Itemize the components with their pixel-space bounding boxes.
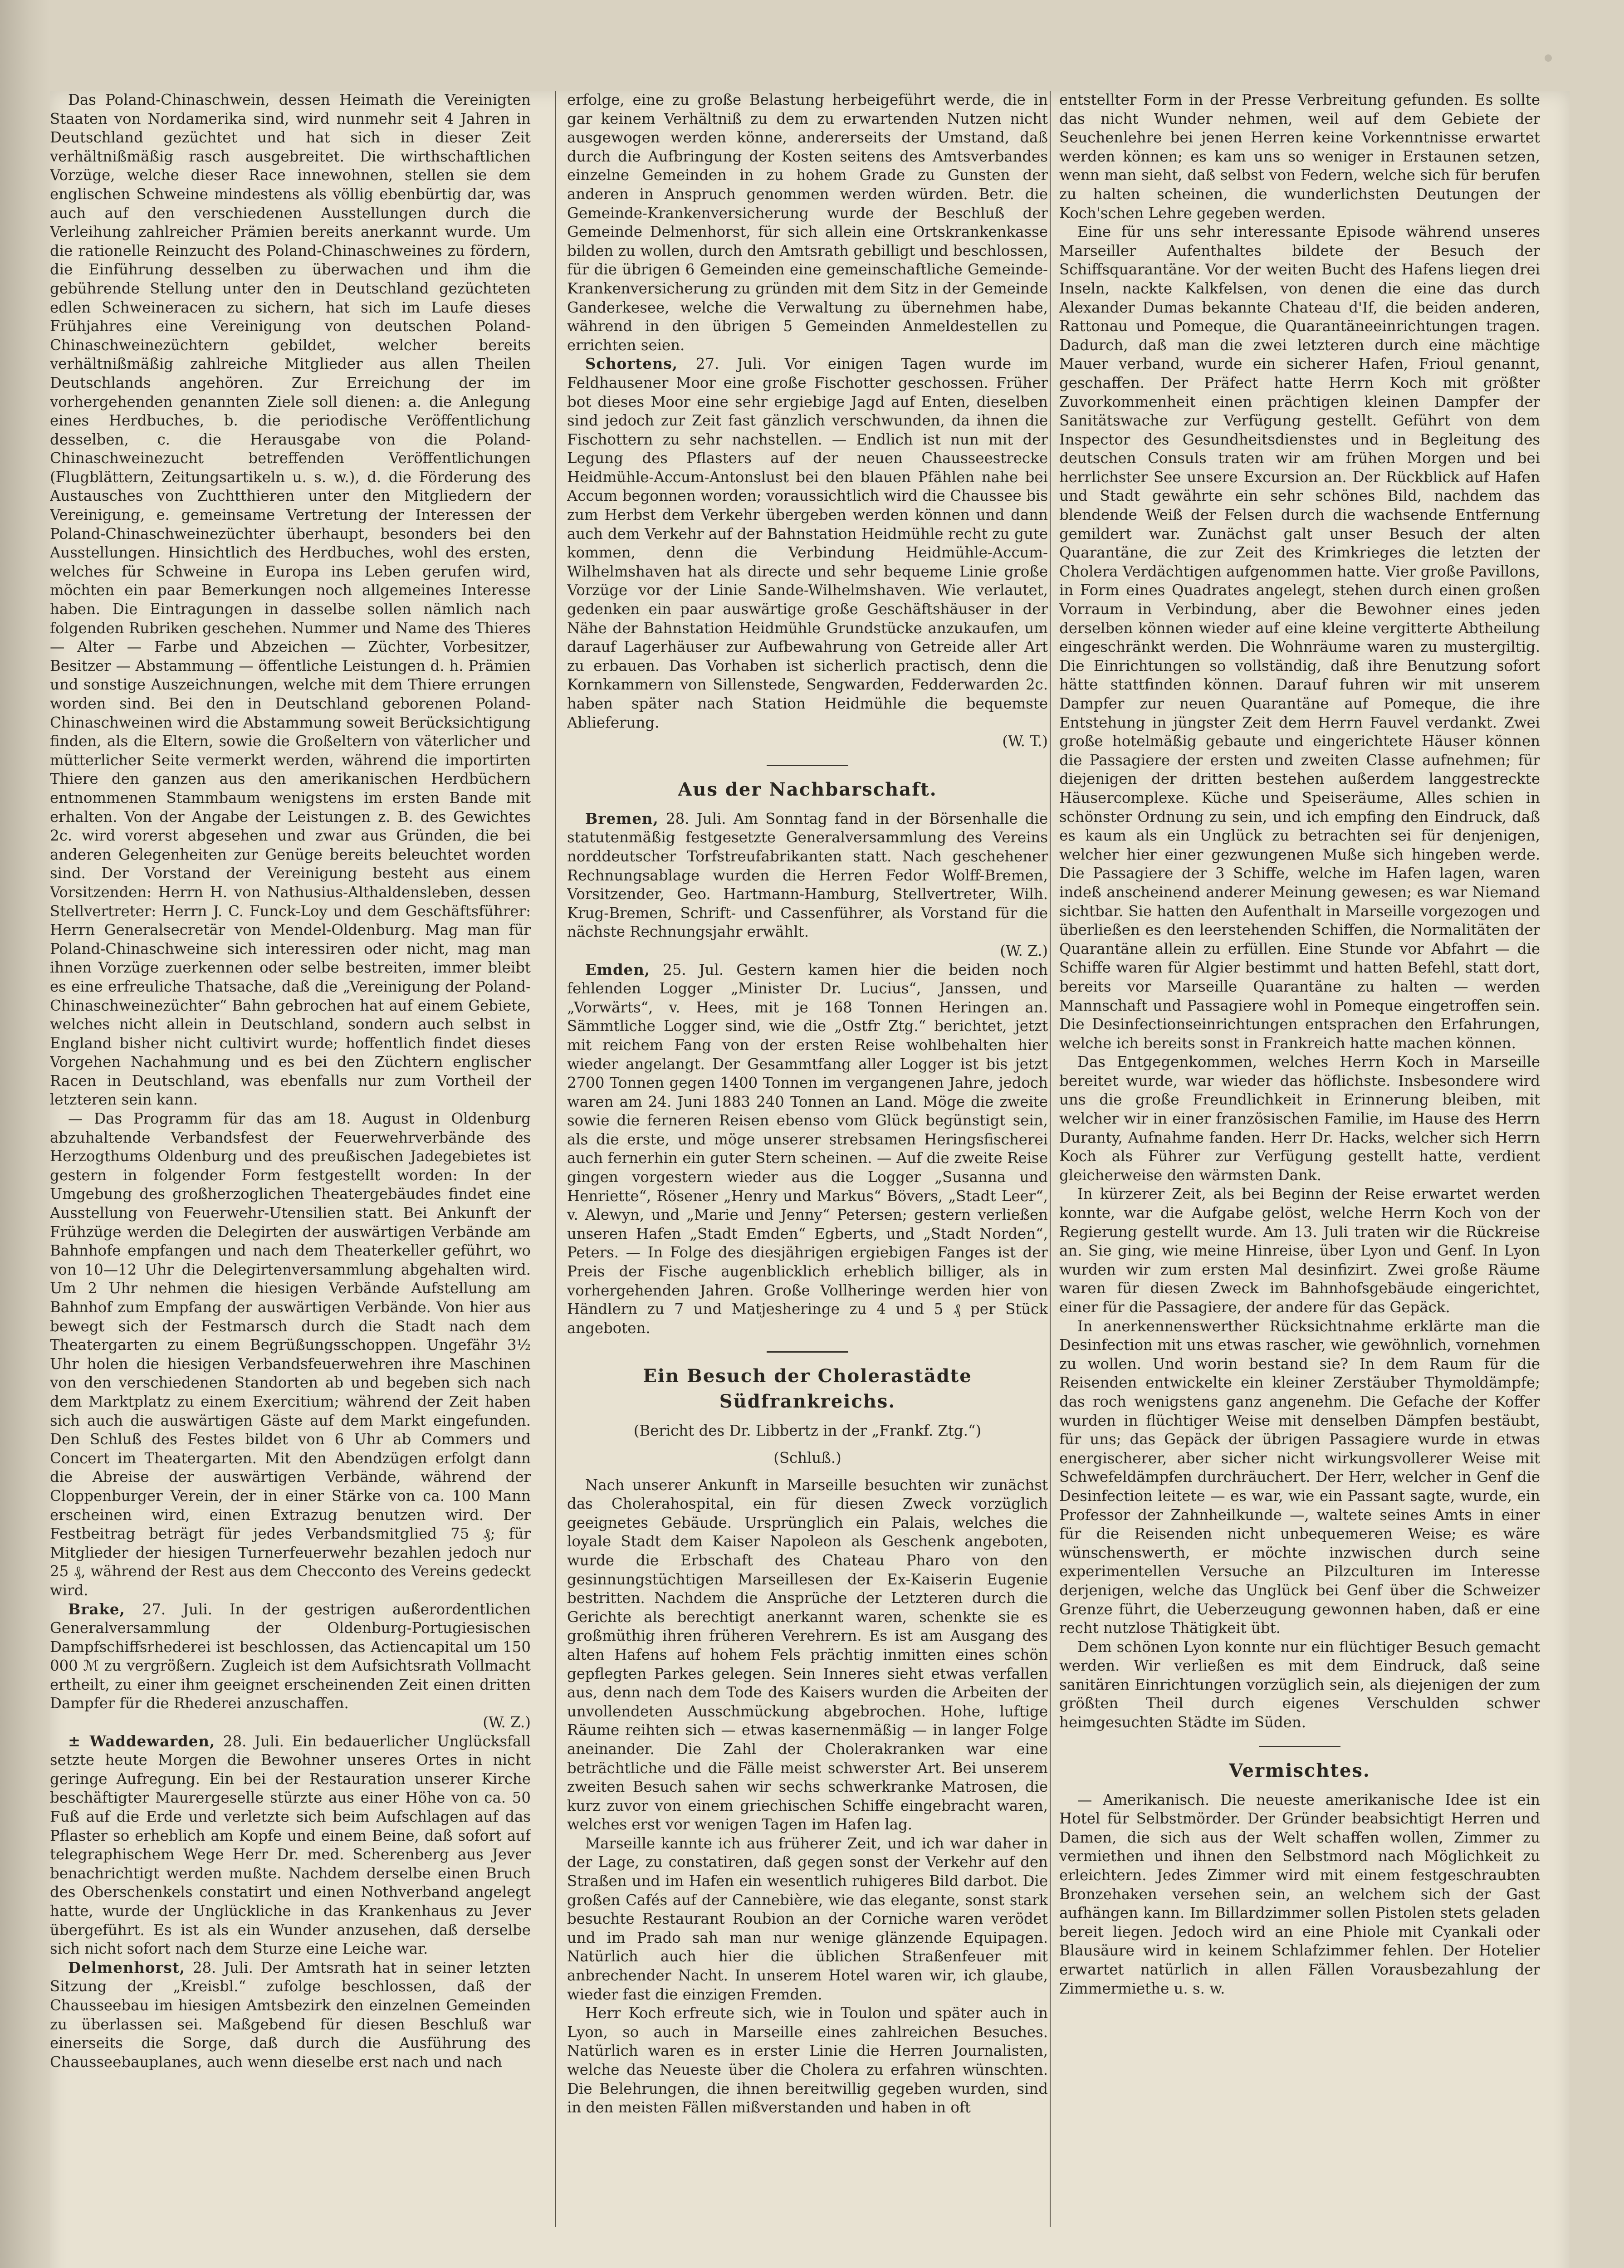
article-text: Dem schönen Lyon konnte nur ein flüchtiger Besuch gemacht werden. Wir verließen es mit dem Eindruck, daß seine sanitären Einrichtungen vorzüglich sein, als diejenigen der zum größten Theil durch eigenes Verschulden schwer heimgesuchten Städte im Süden.: [1059, 1638, 1540, 1731]
article-paragraph: [567, 91, 1048, 355]
column-divider-1: [555, 91, 556, 2227]
article-text: 25. Jul. Gestern kamen hier die beiden noch fehlenden Logger „Minister Dr. Lucius“, Janssen, und „Vorwärts“, v. Hees, mit je 168 Tonnen Heringen an. Sämmtliche Logger sind, wie die „Ostfr Ztg.“ berichtet, jetzt mit reichem Fang von der ersten Reise wohlbehalten hier wieder angelangt. Der Gesammtfang aller Logger ist bis jetzt 2700 Tonnen gegen 1400 Tonnen im vergangenen Jahre, jedoch waren am 24. Juni 1883 240 Tonnen an Land. Möge die zweite sowie die ferneren Reisen ebenso vom Glück begünstigt sein, als die erste, und möge unserer strebsamen Heringsfischerei auch fernerhin ein guter Stern scheinen. — Auf die zweite Reise gingen vorgestern wieder aus die Logger „Susanna und Henriette“, Rösener „Henry und Markus“ Bövers, „Stadt Leer“, v. Alewyn, und „Marie und Jenny“ Petersen; gestern verließen unseren Hafen „Stadt Emden“ Egberts, und „Stadt Norden“, Peters. — In Folge des diesjährigen ergiebigen Fanges ist der Preis der Fische augenblicklich erheblich billiger, als in vorhergehenden Jahren. Große Vollheringe werden hier von Händlern zu 7 und Matjesheringe zu 4 und 5 ₰ per Stück angeboten.: [567, 961, 1048, 1337]
column-divider-2: [1050, 91, 1051, 2227]
article-paragraph: [1059, 1638, 1540, 1732]
article-paragraph: [1059, 1053, 1540, 1185]
article-text: 27. Juli. Vor einigen Tagen wurde im Feldhausener Moor eine große Fischotter geschossen. Früher bot dieses Moor eine sehr ergiebige Jagd auf Enten, dieselben sind jedoch zur Zeit fast gänzlich verschwunden, da ihnen die Fischottern zu sehr nachstellen. — Endlich ist nun mit der Legung des Pflasters auf der neuen Chausseestrecke Heidmühle-Accum-Antonslust bei den blauen Pfählen nahe bei Accum begonnen worden; voraussichtlich wird die Chaussee bis zum Herbst dem Verkehr übergeben werden können und dann auch dem Verkehr auf der Bahnstation Heidmühle recht zu gute kommen, denn die Verbindung Heidmühle-Accum-Wilhelmshaven hat als directe und sehr bequeme Linie große Vorzüge vor der Linie Sande-Wilhelmshaven. Wie verlautet, gedenken ein paar auswärtige große Geschäftshäuser in der Nähe der Bahnstation Heidmühle Grundstücke anzukaufen, um darauf Lagerhäuser zur Aufbewahrung von Getreide aller Art zu erbauen. Das Vorhaben ist sicherlich practisch, denn die Kornkammern von Sillenstede, Sengwarden, Fedderwarden 2c. haben später nach Station Heidmühle die bequemste Ablieferung.: [567, 355, 1048, 731]
section-subline: (Schluß.): [773, 1449, 841, 1466]
article-paragraph: [1059, 1185, 1540, 1317]
article-paragraph: [50, 1600, 531, 1732]
article-paragraph: [567, 961, 1048, 1338]
article-dateline: Emden,: [585, 961, 651, 978]
article-source: (W. T.): [1002, 733, 1048, 750]
article-paragraph: [567, 355, 1048, 751]
paper-speck: [1545, 54, 1552, 62]
section-heading: Vermischtes.: [1229, 1760, 1370, 1781]
article-text: Herr Koch erfreute sich, wie in Toulon und später auch in Lyon, so auch in Marseille eines zahlreichen Besuches. Natürlich waren es in erster Linie die Herren Journalisten, welche das Neueste über die Cholera zu erfahren wünschten. Die Belehrungen, die ihnen bereitwillig gegeben wurden, sind in den meisten Fällen mißverstanden und haben in oft: [567, 2004, 1048, 2116]
article-text: Das Entgegenkommen, welches Herrn Koch in Marseille bereitet wurde, war wieder das höflichste. Insbesondere wird uns die große Freundlichkeit in Erinnerung bleiben, mit welcher wir in einer französischen Familie, im Hause des Herrn Duranty, Aufnahme fanden. Herr Dr. Hacks, welcher sich Herrn Koch als Führer zur Verfügung gestellt hatte, verdient gleicherweise den wärmsten Dank.: [1059, 1053, 1540, 1184]
article-dateline: Brake,: [68, 1600, 125, 1618]
article-text: Nach unserer Ankunft in Marseille besuchten wir zunächst das Cholerahospital, ein für diesen Zweck vorzüglich geeignetes Gebäude. Ursprünglich ein Palais, welches die loyale Stadt dem Kaiser Napoleon als Geschenk angeboten, wurde die Erbschaft des Chateau Pharo von den gesinnungstüchtigen Marseillesen der Ex-Kaiserin Eugenie bestritten. Nachdem die Ansprüche der Letzteren durch die Gerichte als berechtigt anerkannt waren, schenkte sie es großmüthig ihren früheren Verehrern. Es ist am Ausgang des alten Hafens auf hohem Fels prächtig inmitten eines schön gepflegten Parkes gelegen. Sein Inneres sieht etwas verfallen aus, denn nach dem Tode des Kaisers wurden die Arbeiten der unvollendeten Ausschmückung abgebrochen. Hohe, luftige Räume reihten sich — etwas kasernenmäßig — in langer Folge aneinander. Die Zahl der Cholerakranken war eine beträchtliche und die Fälle meist schwerster Art. Bei unserem zweiten Besuch sahen wir sechs schwerkranke Matrosen, die kurz zuvor von einem griechischen Schiffe eingebracht waren, welches erst vor wenigen Tagen im Hafen lag.: [567, 1476, 1048, 1833]
article-text: 27. Juli. In der gestrigen außerordentlichen Generalversammlung der Oldenburg-Portugiesischen Dampfschiffsrhederei ist beschlossen, das Actiencapital um 150 000 ℳ zu vergrößern. Zugleich ist dem Aufsichtsrath Vollmacht ertheilt, zu einer ihm geeignet erscheinenden Zeit einen dritten Dampfer für die Rhederei anzuschaffen.: [50, 1600, 531, 1712]
section-rule: [767, 1351, 848, 1353]
article-paragraph: [50, 1732, 531, 1959]
article-dateline: ± Waddewarden,: [68, 1732, 215, 1750]
article-dateline: Delmenhorst,: [68, 1959, 186, 1976]
article-paragraph: [1059, 1791, 1540, 1999]
article-paragraph: [567, 1476, 1048, 1834]
section-heading: Aus der Nachbarschaft.: [678, 778, 937, 800]
article-paragraph: [1059, 223, 1540, 1053]
article-text: 28. Juli. Am Sonntag fand in der Börsenhalle die statutenmäßig festgesetzte Generalversammlung des Vereins norddeutscher Torfstreufabrikanten statt. Nach geschehener Rechnungsablage wurden die Herren Fedor Wolff-Bremen, Vorsitzender, Geo. Hartmann-Hamburg, Stellvertreter, Wilh. Krug-Bremen, Schrift- und Cassenführer, als Vorstand für die nächste Rechnungsjahr erwählt.: [567, 810, 1048, 941]
article-text: entstellter Form in der Presse Verbreitung gefunden. Es sollte das nicht Wunder nehmen, weil auf dem Gebiete der Seuchenlehre bei jenen Herren keine Vorkenntnisse erwartet werden können; es kam uns so weniger in Erstaunen setzen, wenn man sieht, daß selbst von Federn, welche sich für berufen zu halten scheinen, die wunderlichsten Deutungen der Koch'schen Lehre gegeben werden.: [1059, 91, 1540, 222]
article-text: In anerkennenswerther Rücksichtnahme erklärte man die Desinfection mit uns etwas rascher, wie gewöhnlich, vornehmen zu wollen. Und worin bestand sie? In dem Raum für die Reisenden entwickelte ein kleiner Zerstäuber Thymoldämpfe; das roch wenigstens ganz angenehm. Die Gefache der Koffer wurden in flüchtiger Weise mit denselben Dämpfen bestäubt, für uns; das Gepäck der übrigen Passagiere wurde in etwas energischerer, aber sicher nicht wirkungsvollerer Weise mit Schwefeldämpfen durchräuchert. Der Herr, welcher in Genf die Desinfection leitete — es war, wie ein Passant sagte, wurde, ein Professor der Zahnheilkunde —, waltete seines Amts in einer für die Reisenden nicht unbequemeren Weise; es wäre wünschenswerth, er möchte inzwischen durch seine experimentellen Versuche an Pilzculturen im Interesse derjenigen, welche das Unglück bei Genf über die Schweizer Grenze führt, die Ueberzeugung gewonnen haben, daß er eine recht nutzlose Thätigkeit übt.: [1059, 1317, 1540, 1637]
article-paragraph: [1059, 91, 1540, 223]
column-2: [567, 91, 1048, 2227]
article-text: Eine für uns sehr interessante Episode während unseres Marseiller Aufenthaltes bildete der Besuch der Schiffsquarantäne. Vor der weiten Bucht des Hafens liegen drei Inseln, nackte Kalkfelsen, von denen die eine das durch Alexander Dumas bekannte Chateau d'If, die beiden anderen, Rattonau und Pomeque, die Quarantäneeinrichtungen tragen. Dadurch, daß man die zwei letzteren durch eine mächtige Mauer verband, wurde ein sicherer Hafen, Frioul genannt, geschaffen. Der Präfect hatte Herrn Koch mit größter Zuvorkommenheit einen prächtigen kleinen Dampfer der Sanitätswache zur Verfügung gestellt. Geführt von dem Inspector des Gesundheitsdienstes und in Begleitung des deutschen Consuls traten wir am frühen Morgen und bei herrlichster See unsere Excursion an. Der Rückblick auf Hafen und Stadt gewährte ein sehr schönes Bild, nachdem das blendende Weiß der Felsen durch die wachsende Entfernung gemildert war. Zunächst galt unser Besuch der alten Quarantäne, die zur Zeit des Krimkrieges die letzten der Cholera Verdächtigen aufgenommen hatte. Vier große Pavillons, in Form eines Quadrates angelegt, stehen durch einen großen Vorraum in Verbindung, aber die Bewohner eines jeden derselben können wieder auf eine kleine vergitterte Abtheilung eingeschränkt werden. Die Wohnräume waren zu mustergiltig. Die Einrichtungen so vollständig, daß ihre Benutzung sofort hätte stattfinden können. Darauf fuhren wir mit unserem Dampfer zur neuen Quarantäne auf Pomeque, die ihre Entstehung in jüngster Zeit dem Herrn Fauvel verdankt. Zwei große hotelmäßig gebaute und eingerichtete Häuser können die Passagiere der ersten und zweiten Classe aufnehmen; für diejenigen der dritten bestehen außerdem langgestreckte Häusercomplexe. Küche und Speiseräume, Alles schien in schönster Ordnung zu sein, und ich empfing den Eindruck, daß es kaum als ein Unglück zu betrachten sei für denjenigen, welcher hier einer gezwungenen Muße sich hingeben werde. Die Passagiere der 3 Schiffe, welche im Hafen lagen, waren indeß anscheinend anderer Meinung gewesen; es war Niemand sichtbar. Sie hatten den Aufenthalt in Marseille vorgezogen und überließen es den leerstehenden Schiffen, die Normalitäten der Quarantäne allein zu erfüllen. Eine Stunde vor Abfahrt — die Schiffe waren für Algier bestimmt und hatten Befehl, statt dort, bereits vor Marseille Quarantäne zu halten — werden Mannschaft und Passagiere wohl in Pomeque eingetroffen sein. Die Desinfectionseinrichtungen entsprachen den Erfahrungen, welche ich bereits sonst in Frankreich hatte machen können.: [1059, 223, 1540, 1052]
article-source: (W. Z.): [483, 1714, 531, 1731]
article-source: (W. Z.): [1000, 942, 1048, 959]
section-rule: [767, 765, 848, 766]
article-paragraph: [1059, 1317, 1540, 1638]
section-subline: (Bericht des Dr. Libbertz in der „Frankf. Ztg.“): [633, 1422, 982, 1440]
column-3: [1059, 91, 1540, 2227]
article-text: Marseille kannte ich aus früherer Zeit, und ich war daher in der Lage, zu constatiren, daß gegen sonst der Verkehr auf den Straßen und im Hafen ein wesentlich ruhigeres Bild darbot. Die großen Cafés auf der Cannebière, wie das elegante, sonst stark besuchte Restaurant Roubion an der Corniche waren verödet und im Prado sah man nur wenige glänzende Equipagen. Natürlich auch hier die üblichen Straßenfeuer mit anbrechender Nacht. In unserem Hotel waren wir, ich glaube, wieder fast die einzigen Fremden.: [567, 1834, 1048, 2003]
article-text: — Amerikanisch. Die neueste amerikanische Idee ist ein Hotel für Selbstmörder. Der Gründer beabsichtigt Herren und Damen, die sich aus der Welt schaffen wollen, Zimmer zu vermiethen und ihnen den Selbstmord nach Möglichkeit zu erleichtern. Jedes Zimmer wird mit einem festgeschraubten Bronzehaken versehen sein, an welchem sich der Gast aufhängen kann. Im Billardzimmer sollen Pistolen stets geladen bereit liegen. Jedoch wird an eine Phiole mit Cyankali oder Blausäure wird in keinem Schlafzimmer fehlen. Der Hotelier erwartet natürlich in allen Fällen Vorausbezahlung der Zimmermiethe u. s. w.: [1059, 1791, 1540, 1997]
article-paragraph: [567, 2004, 1048, 2117]
book-spine-shadow: [0, 0, 50, 2268]
article-text: 28. Juli. Ein bedauerlicher Unglücksfall setzte heute Morgen die Bewohner unseres Ortes in nicht geringe Aufregung. Ein bei der Restauration unserer Kirche beschäftigter Maurergeselle stürzte aus einer Höhe von ca. 50 Fuß auf die Erde und verletzte sich beim Aufschlagen auf das Pflaster so erheblich am Kopfe und einem Beine, daß sofort auf telegraphischem Wege Herr Dr. med. Scherenberg aus Jever benachrichtigt werden mußte. Nachdem derselbe einen Bruch des Oberschenkels constatirt und einen Nothverband angelegt hatte, wurde der Unglückliche in das Krankenhaus zu Jever übergeführt. Es ist als ein Wunder anzusehen, daß derselbe sich nicht sofort nach dem Sturze eine Leiche war.: [50, 1732, 531, 1958]
column-1: [50, 91, 531, 2227]
article-text: 28. Juli. Der Amtsrath hat in seiner letzten Sitzung der „Kreisbl.“ zufolge beschlossen, daß der Chausseebau im hiesigen Amtsbezirk den einzelnen Gemeinden zu überlassen sei. Maßgebend für diesen Beschluß war einerseits die Sorge, daß durch die Ausführung des Chausseebauplanes, auch wenn dieselbe erst nach und nach: [50, 1959, 531, 2071]
article-dateline: Bremen,: [585, 810, 659, 827]
article-text: erfolge, eine zu große Belastung herbeigeführt werde, die in gar keinem Verhältniß zu dem zu erwartenden Nutzen nicht ausgewogen werden könne, andererseits der Umstand, daß durch die Aufbringung der Kosten seitens des Amtsverbandes einzelne Gemeinden in zu hohem Grade zu Gunsten der anderen in Anspruch genommen werden würden. Betr. die Gemeinde-Krankenversicherung wurde der Beschluß der Gemeinde Delmenhorst, für sich allein eine Ortskrankenkasse bilden zu wollen, durch den Amtsrath gebilligt und beschlossen, für die übrigen 6 Gemeinden eine gemeinschaftliche Gemeinde-Krankenversicherung zu gründen mit dem Sitz in der Gemeinde Ganderkesee, welche die Verwaltung zu übernehmen habe, während in den übrigen 5 Gemeinden Anmeldestellen zu errichten seien.: [567, 91, 1048, 354]
article-text: — Das Programm für das am 18. August in Oldenburg abzuhaltende Verbandsfest der Feuerwehrverbände des Herzogthums Oldenburg und des preußischen Jadegebietes ist gestern in folgender Form festgestellt worden: In der Umgebung des großherzoglichen Theatergebäudes findet eine Ausstellung von Feuerwehr-Utensilien statt. Bei Ankunft der Frühzüge werden die Delegirten der auswärtigen Verbände am Bahnhofe empfangen und nach dem Theaterkeller geführt, wo von 10—12 Uhr die Delegirtenversammlung abgehalten wird. Um 2 Uhr nehmen die hiesigen Verbände Aufstellung am Bahnhof zum Empfang der auswärtigen Verbände. Von hier aus bewegt sich der Festmarsch durch die Stadt nach dem Theatergarten zu einem Begrüßungsschoppen. Ungefähr 3½ Uhr holen die hiesigen Verbandsfeuerwehren ihre Maschinen von den verschiedenen Standorten ab und begeben sich nach dem Marktplatz zu einem Exercitium; während der Zeit haben sich auch die auswärtigen Gäste auf dem Markt eingefunden. Den Schluß des Festes bildet von 6 Uhr ab Commers und Concert im Theatergarten. Mit den Abendzügen erfolgt dann die Abreise der auswärtigen Verbände, während der Cloppenburger Verein, der in einer Stärke von ca. 100 Mann erscheinen wird, einen Extrazug benutzen wird. Der Festbeitrag beträgt für jedes Verbandsmitglied 75 ₰; für Mitglieder der hiesigen Turnerfeuerwehr bezahlen jedoch nur 25 ₰, während der Rest aus dem Checconto des Vereins gedeckt wird.: [50, 1110, 531, 1599]
article-text: In kürzerer Zeit, als bei Beginn der Reise erwartet werden konnte, war die Aufgabe gelöst, welche Herrn Koch von der Regierung gestellt wurde. Am 13. Juli traten wir die Rückreise an. Sie ging, wie meine Hinreise, über Lyon und Genf. In Lyon wurden wir zum ersten Mal desinfizirt. Zwei große Räume waren für diesen Zweck im Bahnhofsgebäude eingerichtet, einer für die Passagiere, der andere für das Gepäck.: [1059, 1185, 1540, 1316]
article-paragraph: [567, 810, 1048, 961]
article-dateline: Schortens,: [585, 355, 678, 373]
article-text: Das Poland-Chinaschwein, dessen Heimath die Vereinigten Staaten von Nordamerika sind, wird nunmehr seit 4 Jahren in Deutschland gezüchtet und hat sich in dieser Zeit verhältnißmäßig rasch ausgebreitet. Die wirthschaftlichen Vorzüge, welche dieser Race innewohnen, stellen sie dem englischen Schweine mindestens als völlig ebenbürtig dar, was auch auf den verschiedenen Ausstellungen durch die Verleihung zahlreicher Prämien bereits anerkannt wurde. Um die rationelle Reinzucht des Poland-Chinaschweines zu fördern, die Einführung desselben zu überwachen und ihm die gebührende Stellung unter den in Deutschland gezüchteten edlen Schweineracen zu sichern, hat sich im Laufe dieses Frühjahres eine Vereinigung von deutschen Poland-Chinaschweinezüchtern gebildet, welcher bereits verhältnißmäßig zahlreiche Mitglieder aus allen Theilen Deutschlands angehören. Zur Erreichung der im vorhergehenden genannten Ziele soll dienen: a. die Anlegung eines Herdbuches, b. die periodische Veröffentlichung desselben, c. die Herausgabe von die Poland-Chinaschweinezucht betreffenden Veröffentlichungen (Flugblättern, Zeitungsartikeln u. s. w.), d. die Förderung des Austausches von Zuchtthieren unter den Mitgliedern der Vereinigung, e. gemeinsame Vertretung der Interessen der Poland-Chinaschweinezüchter überhaupt, besonders bei den Ausstellungen. Hinsichtlich des Herdbuches, wohl des ersten, welches für Schweine in Europa ins Leben gerufen wird, möchten ein paar Bemerkungen noch allgemeines Interesse haben. Die Eintragungen in dasselbe sollen nämlich nach folgenden Rubriken geschehen. Nummer und Name des Thieres — Alter — Farbe und Abzeichen — Züchter, Vorbesitzer, Besitzer — Abstammung — öffentliche Leistungen d. h. Prämien und sonstige Auszeichnungen, welche mit dem Thiere errungen worden sind. Bei den in Deutschland geborenen Poland-Chinaschweinen wird die Abstammung soweit Berücksichtigung finden, als die Eltern, sowie die Großeltern von väterlicher und mütterlicher Seite vermerkt werden, während die importirten Thiere den ganzen aus den amerikanischen Herdbüchern entnommenen Stammbaum wenigstens im ersten Bande mit erhalten. Von der Angabe der Leistungen z. B. des Gewichtes 2c. wird vorerst abgesehen und zwar aus Gründen, die bei anderen Gelegenheiten zur Genüge bereits beleuchtet worden sind. Der Vorstand der Vereinigung besteht aus einem Vorsitzenden: Herrn H. von Nathusius-Althaldensleben, dessen Stellvertreter: Herrn J. C. Funck-Loy und dem Geschäftsführer: Herrn Generalsecretär von Mendel-Oldenburg. Mag man für Poland-Chinaschweine sich interessiren oder nicht, mag man ihnen Vorzüge zuerkennen oder selbe bestreiten, immer bleibt es eine erfreuliche Thatsache, daß die „Vereinigung der Poland-Chinaschweinezüchter“ Bahn gebrochen hat auf einem Gebiete, welches nicht allein in Deutschland, sondern auch selbst in England bisher nicht cultivirt wurde; hoffentlich findet dieses Vorgehen Nachahmung und es bei den Züchtern englischer Racen in Deutschland, was ebenfalls nur zum Vortheil der letzteren sein kann.: [50, 91, 531, 1109]
section-rule: [1259, 1746, 1340, 1747]
article-paragraph: [50, 1110, 531, 1600]
section-heading: Ein Besuch der Cholerastädte Südfrankreichs.: [643, 1365, 972, 1413]
article-paragraph: [567, 1834, 1048, 2004]
article-paragraph: [50, 1959, 531, 2072]
article-paragraph: [50, 91, 531, 1110]
